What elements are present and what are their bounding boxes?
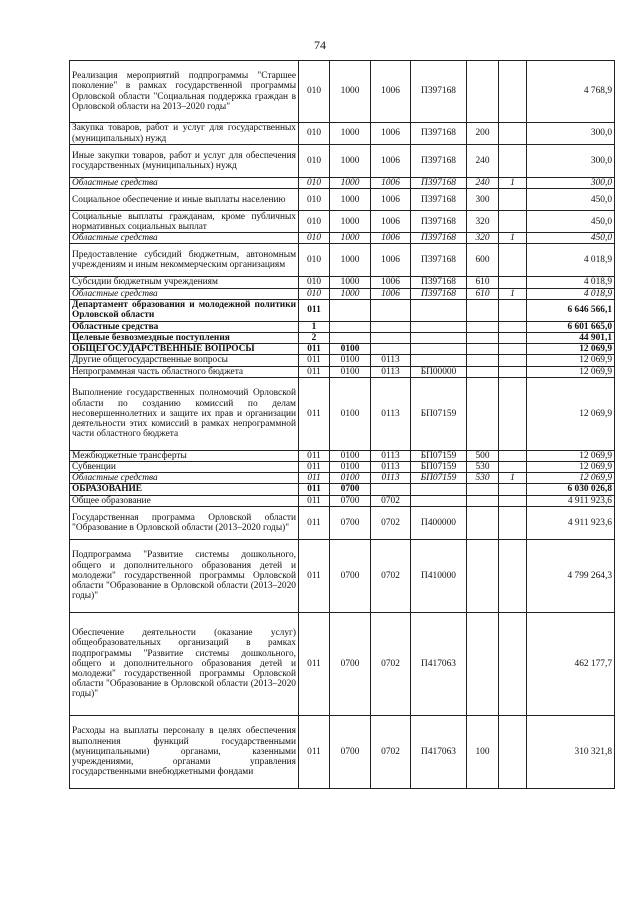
target-article-cell — [411, 495, 467, 506]
section-code-cell: 1000 — [330, 211, 371, 233]
row-name-cell: ОБРАЗОВАНИЕ — [70, 484, 299, 495]
ministry-code-cell: 011 — [299, 462, 330, 473]
amount-cell: 462 177,7 — [527, 612, 615, 715]
amount-cell: 300,0 — [527, 145, 615, 178]
subsection-code-cell — [371, 344, 411, 355]
ministry-code-cell: 010 — [299, 123, 330, 145]
row-name-cell: Областные средства — [70, 178, 299, 189]
target-article-cell: П397168 — [411, 178, 467, 189]
subsection-code-cell — [371, 299, 411, 321]
section-code-cell: 0700 — [330, 715, 371, 788]
expense-type-cell — [467, 299, 499, 321]
expense-type-cell: 320 — [467, 211, 499, 233]
section-code-cell: 1000 — [330, 244, 371, 277]
table-row — [70, 495, 615, 506]
table-row — [70, 484, 615, 495]
funding-source-cell — [499, 539, 527, 612]
row-name-cell: Субвенции — [70, 462, 299, 473]
ministry-code-cell: 010 — [299, 288, 330, 299]
funding-source-cell — [499, 450, 527, 461]
table-row — [70, 462, 615, 473]
funding-source-cell — [499, 506, 527, 539]
table-row — [70, 299, 615, 321]
section-code-cell: 0700 — [330, 612, 371, 715]
expense-type-cell — [467, 333, 499, 344]
section-code-cell — [330, 321, 371, 332]
expense-type-cell: 530 — [467, 462, 499, 473]
table-row — [70, 123, 615, 145]
target-article-cell: П397168 — [411, 189, 467, 211]
section-code-cell: 0100 — [330, 355, 371, 366]
funding-source-cell — [499, 366, 527, 377]
table-row — [70, 288, 615, 299]
row-name-cell: Предоставление субсидий бюджетным, автономным учреждениям и иным некоммерческим организациям — [70, 244, 299, 277]
subsection-code-cell: 1006 — [371, 211, 411, 233]
table-row — [70, 321, 615, 332]
expense-type-cell: 610 — [467, 288, 499, 299]
ministry-code-cell: 011 — [299, 473, 330, 484]
subsection-code-cell — [371, 321, 411, 332]
table-row — [70, 366, 615, 377]
target-article-cell — [411, 299, 467, 321]
expense-type-cell: 100 — [467, 715, 499, 788]
amount-cell: 12 069,9 — [527, 473, 615, 484]
row-name-cell: Другие общегосударственные вопросы — [70, 355, 299, 366]
amount-cell: 4 911 923,6 — [527, 495, 615, 506]
funding-source-cell — [499, 211, 527, 233]
ministry-code-cell: 010 — [299, 244, 330, 277]
expense-type-cell: 240 — [467, 145, 499, 178]
amount-cell: 4 018,9 — [527, 288, 615, 299]
ministry-code-cell: 011 — [299, 484, 330, 495]
table-row — [70, 277, 615, 288]
target-article-cell: П397168 — [411, 145, 467, 178]
section-code-cell: 0100 — [330, 462, 371, 473]
section-code-cell: 0100 — [330, 344, 371, 355]
section-code-cell — [330, 333, 371, 344]
ministry-code-cell: 011 — [299, 450, 330, 461]
expense-type-cell: 610 — [467, 277, 499, 288]
target-article-cell: П397168 — [411, 288, 467, 299]
amount-cell: 12 069,9 — [527, 344, 615, 355]
expense-type-cell — [467, 495, 499, 506]
subsection-code-cell: 1006 — [371, 288, 411, 299]
table-row — [70, 450, 615, 461]
amount-cell: 4 799 264,3 — [527, 539, 615, 612]
table-row — [70, 506, 615, 539]
row-name-cell: Иные закупки товаров, работ и услуг для обеспечения государственных (муниципальных) нужд — [70, 145, 299, 178]
target-article-cell — [411, 333, 467, 344]
funding-source-cell: 1 — [499, 233, 527, 244]
section-code-cell: 0100 — [330, 450, 371, 461]
amount-cell: 6 646 566,1 — [527, 299, 615, 321]
expense-type-cell: 320 — [467, 233, 499, 244]
funding-source-cell — [499, 321, 527, 332]
target-article-cell: БП07159 — [411, 473, 467, 484]
amount-cell: 12 069,9 — [527, 462, 615, 473]
amount-cell: 4 018,9 — [527, 244, 615, 277]
amount-cell: 4 768,9 — [527, 61, 615, 123]
row-name-cell: Выполнение государственных полномочий Орловской области по созданию комиссий по делам несовершеннолетних и защите их прав и организации деятельности этих комиссий в рамках непрограммной части областного бюджета — [70, 377, 299, 450]
target-article-cell: П397168 — [411, 211, 467, 233]
target-article-cell — [411, 484, 467, 495]
ministry-code-cell: 011 — [299, 612, 330, 715]
subsection-code-cell: 1006 — [371, 244, 411, 277]
funding-source-cell — [499, 333, 527, 344]
funding-source-cell — [499, 145, 527, 178]
subsection-code-cell: 0702 — [371, 715, 411, 788]
subsection-code-cell: 0113 — [371, 450, 411, 461]
subsection-code-cell: 1006 — [371, 233, 411, 244]
subsection-code-cell: 0113 — [371, 366, 411, 377]
funding-source-cell: 1 — [499, 473, 527, 484]
amount-cell: 6 601 665,0 — [527, 321, 615, 332]
amount-cell: 300,0 — [527, 178, 615, 189]
subsection-code-cell: 0702 — [371, 495, 411, 506]
row-name-cell: Областные средства — [70, 321, 299, 332]
expense-type-cell: 200 — [467, 123, 499, 145]
funding-source-cell — [499, 377, 527, 450]
ministry-code-cell: 010 — [299, 211, 330, 233]
funding-source-cell — [499, 715, 527, 788]
table-row — [70, 377, 615, 450]
section-code-cell: 0700 — [330, 495, 371, 506]
target-article-cell: П400000 — [411, 506, 467, 539]
section-code-cell — [330, 299, 371, 321]
row-name-cell: ОБЩЕГОСУДАРСТВЕННЫЕ ВОПРОСЫ — [70, 344, 299, 355]
row-name-cell: Обеспечение деятельности (оказание услуг) общеобразовательных организаций в рамках подпрограммы "Развитие системы дошкольного, общего и дополнительного образования детей и молодежи" государственной программы Орловской области "Образование в Орловской области (2013–2020 годы)" — [70, 612, 299, 715]
funding-source-cell — [499, 612, 527, 715]
funding-source-cell — [499, 462, 527, 473]
subsection-code-cell: 1006 — [371, 178, 411, 189]
section-code-cell: 0100 — [330, 366, 371, 377]
target-article-cell: П417063 — [411, 715, 467, 788]
expense-type-cell — [467, 612, 499, 715]
target-article-cell: П417063 — [411, 612, 467, 715]
table-row — [70, 244, 615, 277]
amount-cell: 310 321,8 — [527, 715, 615, 788]
funding-source-cell — [499, 123, 527, 145]
section-code-cell: 1000 — [330, 288, 371, 299]
target-article-cell — [411, 344, 467, 355]
subsection-code-cell: 1006 — [371, 123, 411, 145]
table-row — [70, 473, 615, 484]
table-row — [70, 344, 615, 355]
section-code-cell: 0700 — [330, 539, 371, 612]
funding-source-cell — [499, 355, 527, 366]
row-name-cell: Субсидии бюджетным учреждениям — [70, 277, 299, 288]
ministry-code-cell: 010 — [299, 277, 330, 288]
section-code-cell: 1000 — [330, 233, 371, 244]
row-name-cell: Закупка товаров, работ и услуг для государственных (муниципальных) нужд — [70, 123, 299, 145]
ministry-code-cell: 011 — [299, 495, 330, 506]
expense-type-cell: 240 — [467, 178, 499, 189]
target-article-cell: П397168 — [411, 244, 467, 277]
table-row — [70, 539, 615, 612]
amount-cell: 12 069,9 — [527, 366, 615, 377]
section-code-cell: 0100 — [330, 377, 371, 450]
target-article-cell: П397168 — [411, 233, 467, 244]
subsection-code-cell: 0113 — [371, 355, 411, 366]
row-name-cell: Общее образование — [70, 495, 299, 506]
ministry-code-cell: 2 — [299, 333, 330, 344]
amount-cell: 12 069,9 — [527, 355, 615, 366]
funding-source-cell — [499, 299, 527, 321]
table-row — [70, 211, 615, 233]
funding-source-cell: 1 — [499, 288, 527, 299]
amount-cell: 450,0 — [527, 189, 615, 211]
table-row — [70, 333, 615, 344]
row-name-cell: Межбюджетные трансферты — [70, 450, 299, 461]
expense-type-cell — [467, 366, 499, 377]
subsection-code-cell: 0702 — [371, 506, 411, 539]
subsection-code-cell: 0113 — [371, 377, 411, 450]
expense-type-cell: 530 — [467, 473, 499, 484]
target-article-cell: БП07159 — [411, 462, 467, 473]
section-code-cell: 1000 — [330, 123, 371, 145]
table-row — [70, 189, 615, 211]
table-row — [70, 355, 615, 366]
amount-cell: 450,0 — [527, 211, 615, 233]
amount-cell: 4 018,9 — [527, 277, 615, 288]
row-name-cell: Непрограммная часть областного бюджета — [70, 366, 299, 377]
amount-cell: 12 069,9 — [527, 450, 615, 461]
table-row — [70, 233, 615, 244]
ministry-code-cell: 010 — [299, 189, 330, 211]
table-row — [70, 145, 615, 178]
ministry-code-cell: 010 — [299, 145, 330, 178]
subsection-code-cell — [371, 333, 411, 344]
budget-table — [69, 60, 615, 789]
row-name-cell: Расходы на выплаты персоналу в целях обеспечения выполнения функций государственными (муниципальными) органами, казенными учреждениями, органами управления государственными внебюджетными фондами — [70, 715, 299, 788]
amount-cell: 6 030 026,8 — [527, 484, 615, 495]
target-article-cell: БП07159 — [411, 377, 467, 450]
expense-type-cell — [467, 506, 499, 539]
table-row — [70, 178, 615, 189]
funding-source-cell — [499, 61, 527, 123]
subsection-code-cell — [371, 484, 411, 495]
expense-type-cell — [467, 61, 499, 123]
section-code-cell: 1000 — [330, 178, 371, 189]
row-name-cell: Подпрограмма "Развитие системы дошкольного, общего и дополнительного образования детей и молодежи" государственной программы Орловской области "Образование в Орловской области (2013–2020 годы)" — [70, 539, 299, 612]
amount-cell: 300,0 — [527, 123, 615, 145]
ministry-code-cell: 010 — [299, 233, 330, 244]
subsection-code-cell: 1006 — [371, 277, 411, 288]
table-row — [70, 715, 615, 788]
subsection-code-cell: 0702 — [371, 612, 411, 715]
target-article-cell — [411, 355, 467, 366]
expense-type-cell: 600 — [467, 244, 499, 277]
ministry-code-cell: 1 — [299, 321, 330, 332]
row-name-cell: Социальные выплаты гражданам, кроме публичных нормативных социальных выплат — [70, 211, 299, 233]
row-name-cell: Областные средства — [70, 473, 299, 484]
ministry-code-cell: 011 — [299, 377, 330, 450]
ministry-code-cell: 011 — [299, 299, 330, 321]
subsection-code-cell: 0113 — [371, 473, 411, 484]
expense-type-cell — [467, 355, 499, 366]
funding-source-cell — [499, 344, 527, 355]
ministry-code-cell: 011 — [299, 539, 330, 612]
funding-source-cell — [499, 495, 527, 506]
funding-source-cell: 1 — [499, 178, 527, 189]
funding-source-cell — [499, 484, 527, 495]
page-number: 74 — [314, 38, 326, 52]
subsection-code-cell: 1006 — [371, 145, 411, 178]
expense-type-cell: 300 — [467, 189, 499, 211]
section-code-cell: 1000 — [330, 277, 371, 288]
row-name-cell: Государственная программа Орловской области "Образование в Орловской области (2013–2020 годы)" — [70, 506, 299, 539]
ministry-code-cell: 010 — [299, 61, 330, 123]
ministry-code-cell: 010 — [299, 178, 330, 189]
section-code-cell: 0700 — [330, 506, 371, 539]
subsection-code-cell: 0113 — [371, 462, 411, 473]
target-article-cell: БП07159 — [411, 450, 467, 461]
target-article-cell: П410000 — [411, 539, 467, 612]
row-name-cell: Реализация мероприятий подпрограммы "Старшее поколение" в рамках государственной программы Орловской области "Социальная поддержка граждан в Орловской области на 2013–2020 годы" — [70, 61, 299, 123]
ministry-code-cell: 011 — [299, 344, 330, 355]
table-row — [70, 61, 615, 123]
ministry-code-cell: 011 — [299, 366, 330, 377]
subsection-code-cell: 0702 — [371, 539, 411, 612]
subsection-code-cell: 1006 — [371, 61, 411, 123]
target-article-cell — [411, 321, 467, 332]
amount-cell: 12 069,9 — [527, 377, 615, 450]
expense-type-cell — [467, 377, 499, 450]
amount-cell: 450,0 — [527, 233, 615, 244]
funding-source-cell — [499, 244, 527, 277]
table-row — [70, 612, 615, 715]
expense-type-cell — [467, 321, 499, 332]
row-name-cell: Социальное обеспечение и иные выплаты населению — [70, 189, 299, 211]
funding-source-cell — [499, 277, 527, 288]
ministry-code-cell: 011 — [299, 715, 330, 788]
section-code-cell: 1000 — [330, 61, 371, 123]
expense-type-cell: 500 — [467, 450, 499, 461]
section-code-cell: 1000 — [330, 145, 371, 178]
expense-type-cell — [467, 539, 499, 612]
ministry-code-cell: 011 — [299, 506, 330, 539]
amount-cell: 4 911 923,6 — [527, 506, 615, 539]
section-code-cell: 0700 — [330, 484, 371, 495]
expense-type-cell — [467, 484, 499, 495]
target-article-cell: П397168 — [411, 277, 467, 288]
section-code-cell: 0100 — [330, 473, 371, 484]
row-name-cell: Департамент образования и молодежной политики Орловской области — [70, 299, 299, 321]
target-article-cell: П397168 — [411, 123, 467, 145]
row-name-cell: Целевые безвозмездные поступления — [70, 333, 299, 344]
funding-source-cell — [499, 189, 527, 211]
ministry-code-cell: 011 — [299, 355, 330, 366]
row-name-cell: Областные средства — [70, 288, 299, 299]
target-article-cell: П397168 — [411, 61, 467, 123]
expense-type-cell — [467, 344, 499, 355]
target-article-cell: БП00000 — [411, 366, 467, 377]
subsection-code-cell: 1006 — [371, 189, 411, 211]
section-code-cell: 1000 — [330, 189, 371, 211]
row-name-cell: Областные средства — [70, 233, 299, 244]
amount-cell: 44 901,1 — [527, 333, 615, 344]
